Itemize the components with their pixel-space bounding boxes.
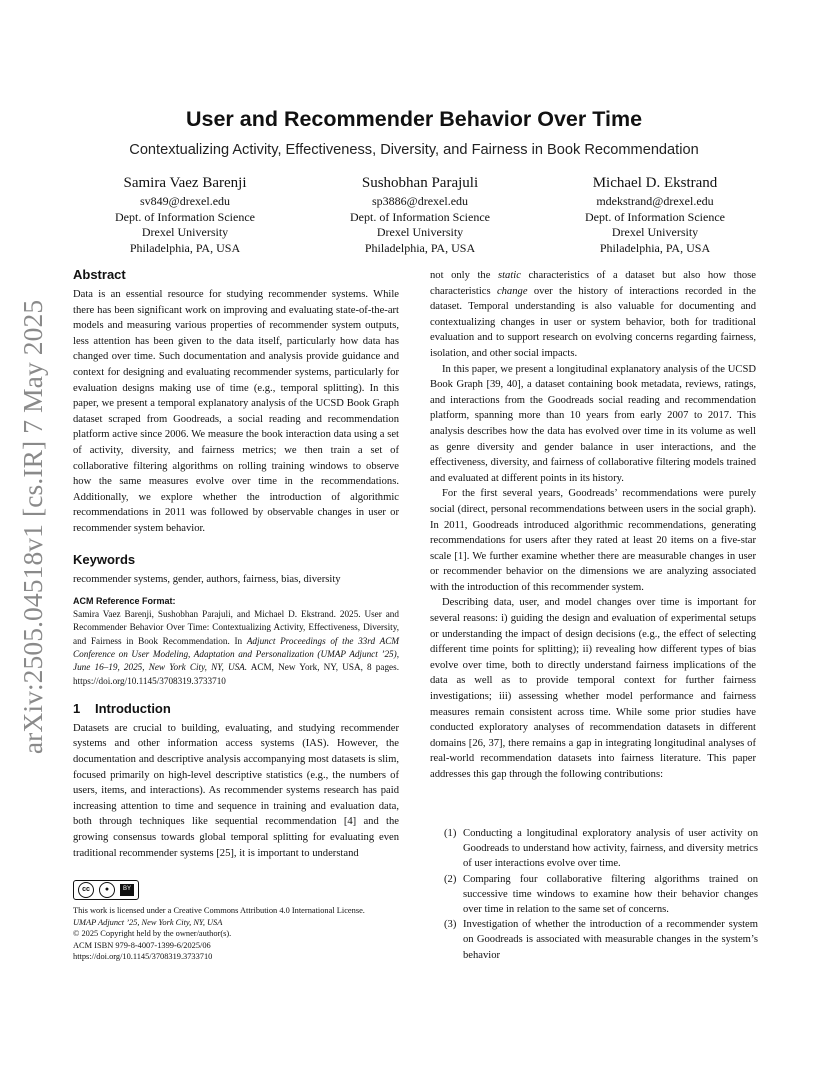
author-university: Drexel University (611, 225, 699, 239)
contributions-list (444, 826, 758, 963)
arxiv-identifier[interactable]: arXiv:2505.04518v1 [cs.IR] 7 May 2025 (17, 299, 48, 755)
author-dept: Dept. of Information Science (115, 209, 255, 224)
introduction-heading (73, 700, 399, 718)
author-block (70, 172, 770, 256)
right-column (430, 268, 756, 783)
author-university: Drexel University (376, 225, 464, 239)
abstract-heading: Abstract (73, 267, 126, 282)
license-text: This work is licensed under a Creative Commons Attribution 4.0 International License. (73, 906, 365, 915)
by-label: BY (120, 884, 134, 896)
author-location: Philadelphia, PA, USA (364, 240, 476, 255)
text-run: not only the (430, 270, 498, 281)
author-name: Michael D. Ekstrand (592, 175, 718, 191)
author-dept: Dept. of Information Science (585, 209, 725, 224)
acm-reference-text (73, 608, 399, 688)
list-text: Conducting a longitudinal exploratory analysis of user activity on Goodreads to understand how activity, fairness, and diversity metrics of user interactions evolve over time. (463, 828, 758, 870)
acm-reference-venue: Adjunct Proceedings of the 33rd ACM Conference on User Modeling, Adaptation and Personalization (UMAP Adjunct ’25), June 16–19, 2025, New York City, NY, USA. (73, 635, 400, 673)
list-text: Comparing four collaborative filtering algorithms trained on successive time windows to examine how their behavior changes over time in relation to the same set of concerns. (463, 873, 758, 916)
intro-paragraph-2: In this paper, we present a longitudinal explanatory analysis of the UCSD Book Graph [39, 40], a dataset containing book metadata, reviews, ratings, and interactions from the Goodreads social reading and recommendation platform, spanning more than 10 years from early 2007 to 2017. This analysis describes how the data has evolved over time in its volume as well as genre diversity and gender balance in user interactions, and the effectiveness, diversity, and fairness of collaborative filtering models trained and evaluated at different points in its history. (430, 363, 756, 484)
author-university: Drexel University (141, 225, 229, 239)
author-location: Philadelphia, PA, USA (129, 240, 241, 255)
emphasis-static: static (497, 270, 521, 281)
venue-line: UMAP Adjunct ’25, New York City, NY, USA (73, 917, 223, 927)
author-location: Philadelphia, PA, USA (599, 240, 711, 255)
section-title: Introduction (95, 700, 171, 716)
paper-title: User and Recommender Behavior Over Time (185, 107, 643, 131)
acm-reference-authors: Samira Vaez Barenji, Sushobhan Parajuli, and Michael D. Ekstrand. 2025. User and Recommender Behavior Over Time: Contextualizing Activity, Effectiveness, Diversity, and Fairness in Book Recommendation. In (73, 609, 399, 646)
arxiv-stamp (10, 292, 56, 762)
abstract-text: Data is an essential resource for studying recommender systems. While there has been significant work on improving and evaluating state-of-the-art models and measuring various properties of recommender system outputs, less attention has been given to the data itself, particularly how data has changed over time. Such documentation and analysis provide guidance and context for designing and evaluating recommender systems, particularly for evaluation designs making use of time (e.g., temporal splitting). In this paper, we present a temporal explanatory analysis of the UCSD Book Graph dataset scraped from Goodreads, a social reading and recommendation platform active since 2006. We measure the book interaction data using a set of activity, diversity, and fairness metrics; we then train a set of collaborative filtering algorithms on rolling training windows to observe how the same measures evolve over time in the recommendations. Additionally, we explore whether the introduction of algorithmic recommendations in 2011 was followed by observable changes in user or recommender system behavior. (73, 289, 399, 534)
list-number: (3) (444, 919, 457, 931)
acm-reference-heading: ACM Reference Format: (73, 596, 176, 607)
author-3 (540, 172, 770, 256)
intro-paragraph-3: For the first several years, Goodreads’ recommendations were purely social (direct, personal recommendations between users in the social graph). In 2011, Goodreads introduced algorithmic recommendations, generating recommendations for users after they rated at least 20 items on a five-star scale [1]. We further examine whether there are measurable changes in user or recommender behavior on the dimensions we are analyzing associated with the introduction of this recommender system. (430, 488, 756, 593)
author-name: Samira Vaez Barenji (123, 175, 247, 191)
list-item (444, 917, 758, 963)
author-email: sp3886@drexel.edu (371, 194, 469, 208)
list-number: (1) (444, 828, 457, 839)
author-dept: Dept. of Information Science (350, 209, 490, 224)
person-icon: ● (99, 882, 115, 898)
acm-reference-publisher: ACM, New York, NY, USA, 8 pages. https://doi.org/10.1145/3708319.3733710 (73, 662, 399, 686)
cc-by-logo[interactable] (73, 880, 403, 900)
left-column (73, 266, 399, 861)
section-number: 1 (73, 700, 81, 716)
cc-badge (73, 880, 139, 900)
paper-subtitle: Contextualizing Activity, Effectiveness, Diversity, and Fairness in Book Recommendation (129, 142, 699, 158)
list-item (444, 826, 758, 872)
license-block (73, 880, 403, 963)
doi-link[interactable]: https://doi.org/10.1145/3708319.3733710 (73, 952, 213, 962)
author-name: Sushobhan Parajuli (361, 175, 479, 191)
keywords-heading: Keywords (73, 551, 136, 567)
emphasis-change: change (496, 285, 528, 297)
author-1 (70, 172, 300, 256)
isbn-line: ACM ISBN 979-8-4007-1399-6/2025/06 (73, 940, 211, 950)
list-text: Investigation of whether the introduction of a recommender system on Goodreads is associated with measurable changes in the system’s behavior (463, 919, 758, 961)
text-run: characteristics of a dataset but also how those characteristics (430, 270, 756, 297)
author-2 (305, 172, 535, 256)
copyright-line: © 2025 Copyright held by the owner/author(s). (73, 929, 232, 939)
keywords-text: recommender systems, gender, authors, fairness, bias, diversity (73, 573, 341, 585)
intro-paragraph-1: Datasets are crucial to building, evaluating, and studying recommender systems and other information access systems (IAS). However, the documentation and descriptive analysis accompanying most datasets is slim, focused primarily on high-level descriptive statistics (e.g., the numbers of users, items, and interactions). As recommender systems research has paid increasing attention to time and sequence in training and evaluation data, both through techniques like sequential recommendation [4] and the growing consensus towards global temporal splitting for evaluating even traditional recommender systems [25], it is important to understand (73, 722, 399, 859)
intro-paragraph-4: Describing data, user, and model changes over time is important for several reasons: i) guiding the design and evaluation of experimental setups or understanding the impact of design decisions (e.g., the effect of selecting different time points for splitting); ii) revealing how different types of bias evolve over time, both to directly understand fairness implications of the data as well as to provide temporal context for further fairness investigations; iii) assessing whether model performance and fairness measures remain consistent across time. While some prior studies have conducted exploratory analyses of recommendation datasets in different domains [26, 37], there remains a gap in integrating longitudinal analyses of real-world recommendation datasets into fairness literature. This paper addresses this gap through the following contributions: (430, 597, 756, 780)
intro-paragraph-1-continued (430, 268, 756, 362)
text-run: over the history of interactions recorded in the dataset. Temporal understanding is also valuable for documenting and contextualizing changes in user or system behavior, both for traditional evaluation and to support research on evolving concerns regarding fairness, isolation, and other social impacts. (430, 285, 756, 359)
cc-icon: cc (78, 882, 94, 898)
list-item (444, 872, 758, 918)
list-number: (2) (444, 873, 457, 885)
author-email: mdekstrand@drexel.edu (596, 194, 714, 208)
author-email: sv849@drexel.edu (139, 194, 231, 208)
